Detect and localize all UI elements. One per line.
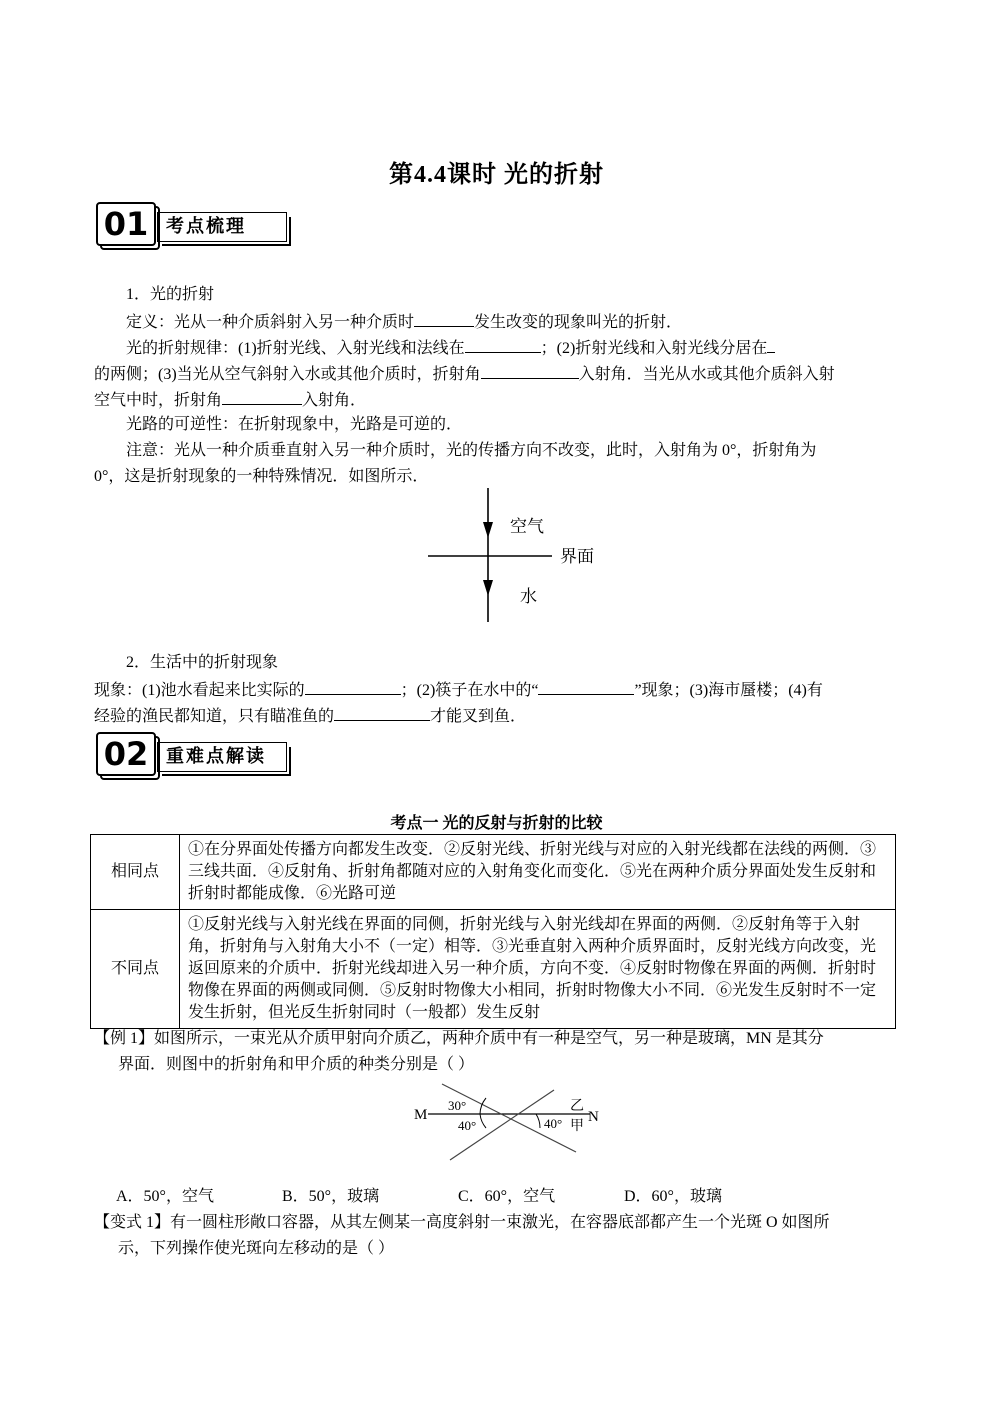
figure-normal-incidence xyxy=(420,486,620,626)
blank-6 xyxy=(305,676,401,695)
phenomena-line-1 xyxy=(94,676,906,704)
note-line-2: 0°，这是折射现象的一种特殊情况．如图所示． xyxy=(94,468,429,485)
heading-refraction: 1．光的折射 xyxy=(126,286,215,303)
variant1-line-2: 示，下列操作使光斑向左移动的是（ ） xyxy=(118,1240,395,1257)
law-line-3 xyxy=(94,386,904,414)
table-row-body: ①在分界面处传播方向都发生改变．②反射光线、折射光线与对应的入射光线都在法线的两侧．③三线共面．④反射角、折射角都随对应的入射角变化而变化．⑤光在两种介质分界面处发生反射和折射时都能成像．⑥光路可逆 xyxy=(180,835,896,910)
law-line-2 xyxy=(94,360,906,388)
label-interface: 界面 xyxy=(560,547,594,567)
phenomena-text-a: 现象：(1)池水看起来比实际的 xyxy=(94,682,305,699)
blank-3 xyxy=(767,334,775,353)
label-angle-40-left: 40° xyxy=(458,1118,477,1133)
blank-5 xyxy=(222,386,302,405)
label-angle-30: 30° xyxy=(448,1098,467,1113)
label-water: 水 xyxy=(520,587,537,607)
options-row xyxy=(116,1184,916,1210)
kaodian-title: 考点一 光的反射与折射的比较 xyxy=(390,815,603,832)
phenomena-text-b: ；(2)筷子在水中的“ xyxy=(400,682,539,699)
example1-line-2: 界面．则图中的折射角和甲介质的种类分别是（ ） xyxy=(118,1056,475,1073)
section-header-2 xyxy=(96,732,296,782)
reversible-line: 光路的可逆性：在折射现象中，光路是可逆的． xyxy=(126,416,463,433)
section-number: 02 xyxy=(96,732,156,776)
blank-1 xyxy=(414,308,474,327)
blank-2 xyxy=(465,334,541,353)
law-text-c: 的两侧；(3)当光从空气斜射入水或其他介质时，折射角 xyxy=(94,366,481,383)
label-jia: 甲 xyxy=(570,1118,584,1134)
law-text-e: 空气中时，折射角 xyxy=(94,392,223,409)
example1-line-1: 【例 1】如图所示，一束光从介质甲射向介质乙，两种介质中有一种是空气，另一种是玻璃，MN 是其分 xyxy=(94,1030,824,1047)
phenomena-text-d: 经验的渔民都知道，只有瞄准鱼的 xyxy=(94,708,335,725)
table-row-head: 不同点 xyxy=(91,910,180,1029)
angle-arc-40-left xyxy=(480,1114,486,1128)
table-row-body: ①反射光线与入射光线在界面的同侧，折射光线与入射光线却在界面的两侧．②反射角等于入射角，折射角与入射角大小不（一定）相等．③光垂直射入两种介质界面时，反射光线方向改变，光返回原来的介质中．折射光线却进入另一种介质，方向不变．④反射时物像在界面的两侧．折射时物像在界面的两侧或同侧．⑤反射时物像大小相同，折射时物像大小不同．⑥光发生反射时不一定发生折射，但光反生折射同时（一般都）发生反射 xyxy=(180,910,896,1029)
table-row xyxy=(91,910,896,1029)
phenomena-text-e: 才能叉到鱼． xyxy=(430,708,527,725)
note-line-1: 注意：光从一种介质垂直射入另一种介质时，光的传播方向不改变，此时，入射角为 0°，折射角为 xyxy=(126,442,817,459)
option-a[interactable]: A．50°，空气 xyxy=(116,1188,214,1205)
heading-life: 2．生活中的折射现象 xyxy=(126,654,279,671)
law-text-d: 入射角．当光从水或其他介质斜入射 xyxy=(578,366,835,383)
page-title: 第4.4课时 光的折射 xyxy=(389,162,604,188)
label-angle-40-right: 40° xyxy=(544,1116,563,1131)
label-n: N xyxy=(588,1109,599,1125)
label-m: M xyxy=(414,1107,428,1123)
section-number: 01 xyxy=(96,202,156,246)
table-row-head: 相同点 xyxy=(91,835,180,910)
blank-8 xyxy=(334,702,430,721)
definition-text-a: 定义：光从一种介质斜射入另一种介质时 xyxy=(126,314,415,331)
section-header-1 xyxy=(96,202,296,252)
law-text-f: 入射角． xyxy=(302,392,367,409)
arrow-lower-icon xyxy=(483,580,493,596)
arrow-upper-icon xyxy=(483,522,493,538)
label-yi: 乙 xyxy=(570,1098,584,1114)
option-d[interactable]: D．60°，玻璃 xyxy=(624,1188,722,1205)
definition-line xyxy=(126,308,936,336)
comparison-table xyxy=(90,834,896,1029)
option-b[interactable]: B．50°，玻璃 xyxy=(282,1188,380,1205)
label-air: 空气 xyxy=(510,517,544,537)
phenomena-text-c: ”现象；(3)海市蜃楼；(4)有 xyxy=(634,682,823,699)
blank-7 xyxy=(538,676,634,695)
law-text-b: ；(2)折射光线和入射光线分居在 xyxy=(540,340,768,357)
definition-text-b: 发生改变的现象叫光的折射． xyxy=(474,314,683,331)
angle-arc-40-right xyxy=(536,1114,540,1128)
blank-4 xyxy=(481,360,579,379)
law-text-a: 光的折射规律：(1)折射光线、入射光线和法线在 xyxy=(126,340,465,357)
option-c[interactable]: C．60°，空气 xyxy=(458,1188,556,1205)
variant1-line-1: 【变式 1】有一圆柱形敞口容器，从其左侧某一高度斜射一束激光，在容器底部都产生一个光斑 O 如图所 xyxy=(94,1214,830,1231)
section-label: 考点梳理 xyxy=(157,212,287,242)
phenomena-line-2 xyxy=(94,702,904,730)
figure-refraction-angles xyxy=(410,1080,610,1164)
table-row xyxy=(91,835,896,910)
law-line-1 xyxy=(126,334,906,362)
section-label: 重难点解读 xyxy=(157,742,287,772)
